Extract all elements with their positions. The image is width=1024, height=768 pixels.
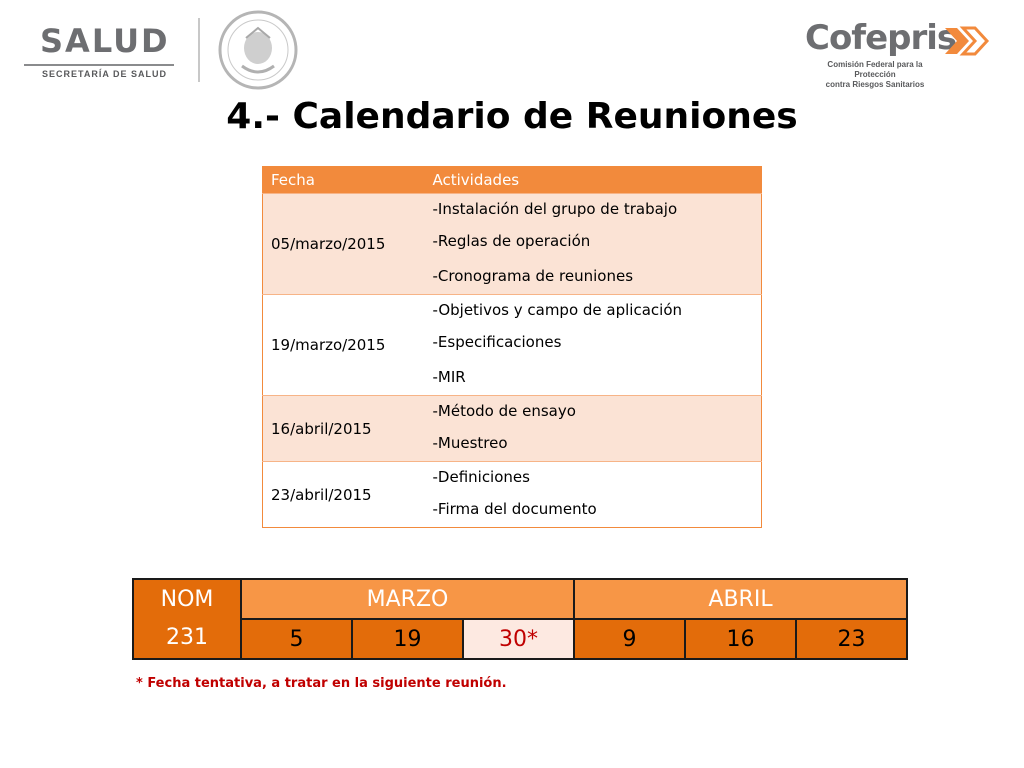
activity-item: -MIR (432, 368, 466, 386)
activity-item: -Reglas de operación (432, 232, 591, 250)
activity-item: -Especificaciones (432, 333, 562, 351)
nom-cell (133, 579, 241, 659)
schedule-activities (425, 194, 762, 295)
cofepris-logo-word: Cofepris (805, 18, 957, 58)
schedule-activities (425, 295, 762, 396)
mexican-seal-icon (212, 8, 304, 92)
schedule-row (263, 295, 762, 396)
cofepris-subtitle-line2: contra Riesgos Sanitarios (825, 80, 925, 89)
schedule-date: 16/abril/2015 (263, 396, 425, 462)
day-cell-tentative: 30* (463, 619, 574, 659)
page-title: 4.- Calendario de Reuniones (226, 96, 798, 137)
month-header-marzo: MARZO (241, 579, 574, 619)
salud-logo (22, 22, 182, 84)
schedule-header-row (263, 167, 762, 194)
schedule-table (262, 166, 762, 528)
nom-number: 231 (166, 625, 208, 650)
nom-label: NOM (160, 587, 214, 612)
cofepris-logo-subtitle (807, 60, 943, 90)
calendar-table (132, 578, 908, 660)
activity-item: -Firma del documento (432, 500, 597, 518)
activity-item: -Método de ensayo (432, 402, 576, 420)
activity-item: -Cronograma de reuniones (432, 267, 634, 285)
schedule-row (263, 396, 762, 462)
schedule-row (263, 194, 762, 295)
calendar-month-row (133, 579, 907, 619)
footnote: * Fecha tentativa, a tratar en la siguiente reunión. (136, 676, 507, 691)
schedule-date: 19/marzo/2015 (263, 295, 425, 396)
activity-item: -Objetivos y campo de aplicación (432, 301, 683, 319)
calendar-day-row (133, 619, 907, 659)
cofepris-arrows-icon (943, 24, 1003, 58)
day-cell: 19 (352, 619, 463, 659)
cofepris-logo (805, 18, 1005, 90)
schedule-date: 05/marzo/2015 (263, 194, 425, 295)
day-cell: 5 (241, 619, 352, 659)
schedule-activities (425, 462, 762, 528)
schedule-date: 23/abril/2015 (263, 462, 425, 528)
schedule-row (263, 462, 762, 528)
header-divider (198, 18, 200, 82)
schedule-header-activities: Actividades (425, 167, 762, 194)
day-cell: 16 (685, 619, 796, 659)
cofepris-subtitle-line1: Comisión Federal para la Protección (827, 60, 923, 79)
schedule-header-date: Fecha (263, 167, 425, 194)
salud-logo-rule (24, 64, 174, 66)
activity-item: -Instalación del grupo de trabajo (432, 200, 678, 218)
salud-logo-subtitle: SECRETARÍA DE SALUD (42, 69, 168, 79)
schedule-activities (425, 396, 762, 462)
month-header-abril: ABRIL (574, 579, 907, 619)
day-cell: 23 (796, 619, 907, 659)
activity-item: -Muestreo (432, 434, 508, 452)
salud-logo-word: SALUD (40, 22, 170, 60)
activity-item: -Definiciones (432, 468, 530, 486)
day-cell: 9 (574, 619, 685, 659)
